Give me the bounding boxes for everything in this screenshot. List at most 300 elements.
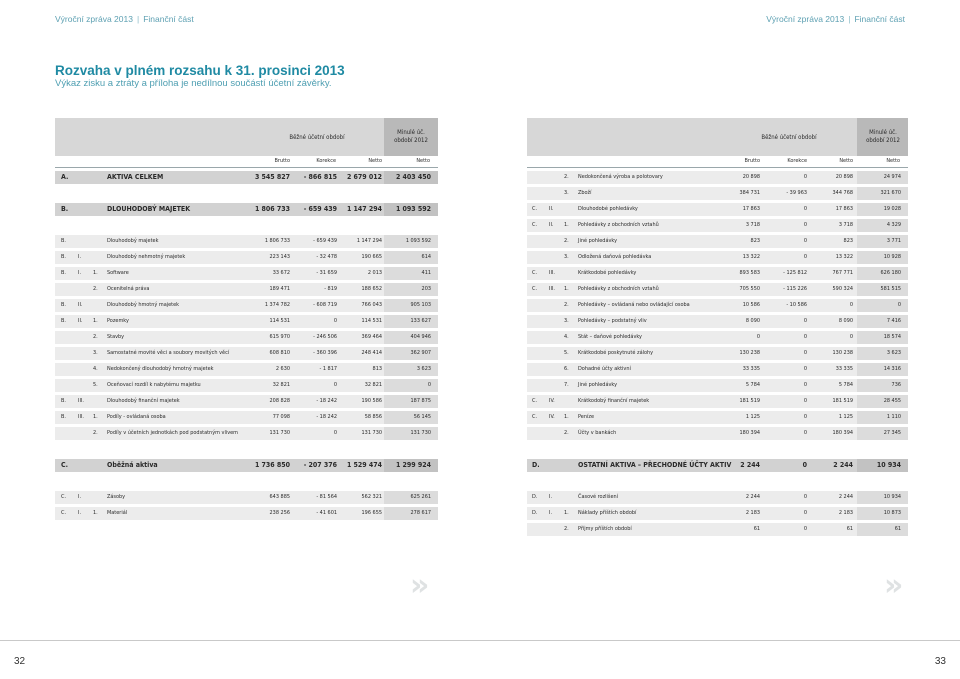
value-korekce: 0 [803, 238, 807, 244]
row-label: Jiné pohledávky [578, 238, 618, 244]
value-netto: 248 414 [361, 350, 382, 356]
row-code-number: 1. [93, 318, 98, 324]
value-brutto: 130 238 [739, 350, 760, 356]
value-netto: 590 324 [832, 286, 853, 292]
table-row [55, 267, 438, 280]
row-label: Odložená daňová pohledávka [578, 254, 652, 260]
table-row [527, 411, 908, 424]
value-korekce: 0 [803, 254, 807, 260]
value-korekce: 0 [803, 174, 807, 180]
row-code-letter: C. [532, 270, 538, 276]
row-code-letter: B. [61, 318, 66, 324]
value-korekce: 0 [803, 334, 807, 340]
value-netto: 2 244 [833, 461, 853, 469]
value-netto: 2 244 [838, 494, 853, 500]
value-brutto: 114 531 [269, 318, 290, 324]
page-number-left: 32 [14, 656, 26, 667]
row-code-letter: D. [532, 494, 538, 500]
row-code-number: 2. [564, 430, 569, 436]
value-netto-prev: 362 907 [410, 350, 431, 356]
value-netto: 766 043 [361, 302, 382, 308]
value-netto-prev: 10 934 [876, 461, 901, 469]
value-netto-prev: 14 316 [883, 366, 901, 372]
value-brutto: 384 731 [739, 190, 760, 196]
row-code-number: 4. [564, 334, 569, 340]
row-label: Pohledávky – podstatný vliv [578, 318, 647, 324]
value-brutto: 608 810 [269, 350, 290, 356]
value-netto-prev: 24 974 [883, 174, 901, 180]
value-netto-prev: 278 617 [410, 510, 431, 516]
value-netto-prev: 626 180 [880, 270, 901, 276]
value-netto-prev: 10 934 [883, 494, 901, 500]
value-netto-prev: 19 028 [883, 206, 901, 212]
value-netto: 1 125 [838, 414, 853, 420]
row-code-letter: C. [61, 510, 67, 516]
value-korekce: - 31 659 [316, 270, 337, 276]
row-code-roman: III. [78, 414, 84, 420]
value-brutto: 238 256 [269, 510, 290, 516]
row-code-number: 7. [564, 382, 569, 388]
value-netto-prev: 1 093 592 [405, 238, 431, 244]
value-korekce: - 10 586 [786, 302, 807, 308]
row-label: Krátkodobé pohledávky [578, 270, 637, 276]
value-korekce: - 32 478 [316, 254, 337, 260]
value-netto-prev: 0 [897, 302, 901, 308]
row-code-letter: B. [61, 398, 66, 404]
row-code-number: 4. [93, 366, 98, 372]
row-code-number: 3. [564, 254, 569, 260]
value-korekce: 0 [333, 430, 337, 436]
value-netto-prev: 2 403 450 [395, 173, 431, 181]
table-row [55, 427, 438, 440]
value-netto: 344 768 [832, 190, 853, 196]
value-netto: 13 322 [835, 254, 853, 260]
row-code-letter: C. [532, 286, 538, 292]
value-brutto: 1 374 782 [264, 302, 290, 308]
value-netto-prev: 7 416 [886, 318, 901, 324]
value-netto-prev: 3 623 [416, 366, 431, 372]
value-brutto: 180 394 [739, 430, 760, 436]
table-row [55, 363, 438, 376]
row-label: Dlouhodobý finanční majetek [107, 398, 180, 404]
value-netto: 0 [849, 334, 853, 340]
value-netto: 3 718 [838, 222, 853, 228]
row-code-number: 5. [564, 350, 569, 356]
value-brutto: 10 586 [742, 302, 760, 308]
page-subtitle: Výkaz zisku a ztráty a příloha je nedílnou součástí účetní závěrky. [55, 78, 332, 89]
row-label: Dlouhodobé pohledávky [578, 206, 638, 212]
row-label: Stát – daňové pohledávky [578, 334, 642, 340]
table-row [55, 507, 438, 520]
row-code-roman: II. [549, 222, 554, 228]
value-korekce: 0 [803, 398, 807, 404]
value-brutto: 893 583 [739, 270, 760, 276]
row-label: Peníze [578, 414, 594, 420]
row-code-letter: B. [61, 414, 66, 420]
running-head-right-report: Výroční zpráva 2013 [766, 14, 845, 24]
value-netto: 180 394 [832, 430, 853, 436]
row-code-roman: II. [549, 206, 554, 212]
value-netto-prev: 10 873 [883, 510, 901, 516]
table-row [55, 331, 438, 344]
value-brutto: 1 806 733 [264, 238, 290, 244]
row-code-roman: III. [549, 286, 555, 292]
table-row [55, 459, 438, 472]
value-brutto: 2 630 [275, 366, 290, 372]
row-code-number: 1. [564, 222, 569, 228]
row-code-number: 1. [564, 286, 569, 292]
value-brutto: 2 183 [745, 510, 760, 516]
value-brutto: 181 519 [739, 398, 760, 404]
value-netto: 114 531 [361, 318, 382, 324]
left-header-rule [55, 167, 438, 168]
value-netto: 190 665 [361, 254, 382, 260]
value-netto: 130 238 [832, 350, 853, 356]
value-netto: 2 013 [367, 270, 382, 276]
value-korekce: 0 [333, 318, 337, 324]
table-row [55, 235, 438, 248]
value-korekce: - 41 601 [316, 510, 337, 516]
row-code-number: 1. [564, 510, 569, 516]
table-row [527, 379, 908, 392]
row-label: Nedokončená výroba a polotovary [578, 174, 663, 180]
row-code-letter: B. [61, 254, 66, 260]
row-code-letter: B. [61, 205, 69, 213]
table-row [55, 491, 438, 504]
table-row [527, 523, 908, 536]
left-header-previous: Minulé úč. období 2012 [394, 129, 428, 144]
value-brutto: 1 125 [745, 414, 760, 420]
value-netto: 131 730 [361, 430, 382, 436]
table-row [55, 315, 438, 328]
row-code-letter: A. [61, 173, 69, 181]
row-label: Software [107, 270, 129, 276]
row-code-roman: I. [549, 494, 553, 500]
value-korekce: - 246 506 [313, 334, 337, 340]
value-korekce: - 360 396 [313, 350, 337, 356]
value-netto: 61 [846, 526, 853, 532]
value-brutto: 77 098 [272, 414, 290, 420]
value-netto: 196 655 [361, 510, 382, 516]
table-row [527, 283, 908, 296]
value-brutto: 189 471 [269, 286, 290, 292]
row-label: Samostatné movité věci a soubory movitých věcí [107, 350, 230, 356]
row-label: Stavby [107, 334, 125, 340]
row-label: Pozemky [107, 318, 129, 324]
value-netto-prev: 1 110 [886, 414, 901, 420]
row-code-roman: I. [549, 510, 553, 516]
row-code-letter: C. [532, 222, 538, 228]
row-code-number: 1. [93, 414, 98, 420]
row-code-letter: B. [61, 270, 66, 276]
running-head-left: Výroční zpráva 2013 | Finanční část [55, 14, 194, 24]
row-code-number: 2. [564, 174, 569, 180]
value-korekce: 0 [803, 222, 807, 228]
value-brutto: 32 821 [272, 382, 290, 388]
value-korekce: 0 [333, 382, 337, 388]
value-netto: 58 856 [364, 414, 382, 420]
row-code-number: 3. [564, 318, 569, 324]
row-code-number: 1. [93, 270, 98, 276]
right-col-brutto: Brutto [744, 158, 760, 164]
value-korekce: 0 [803, 510, 807, 516]
value-netto: 1 147 294 [346, 205, 382, 213]
value-netto-prev: 411 [421, 270, 431, 276]
row-code-number: 1. [93, 510, 98, 516]
value-netto-prev: 625 261 [410, 494, 431, 500]
value-korekce: 0 [803, 350, 807, 356]
row-code-roman: II. [78, 302, 83, 308]
row-code-letter: C. [532, 414, 538, 420]
table-row [527, 395, 908, 408]
value-netto: 188 652 [361, 286, 382, 292]
value-brutto: 705 550 [739, 286, 760, 292]
value-korekce: 0 [803, 366, 807, 372]
running-head-right: Výroční zpráva 2013 | Finanční část [766, 14, 905, 24]
row-code-number: 5. [93, 382, 98, 388]
table-row [527, 427, 908, 440]
table-row [527, 331, 908, 344]
table-row [55, 395, 438, 408]
row-code-roman: I. [78, 510, 82, 516]
value-korekce: - 81 564 [316, 494, 337, 500]
table-row [527, 491, 908, 504]
value-netto: 1 529 474 [346, 461, 382, 469]
value-korekce: 0 [802, 461, 807, 469]
row-code-letter: C. [532, 398, 538, 404]
value-korekce: 0 [803, 382, 807, 388]
value-brutto: 823 [750, 238, 760, 244]
table-row [527, 315, 908, 328]
table-row [55, 299, 438, 312]
row-label: Příjmy příštích období [578, 526, 632, 532]
row-code-letter: C. [532, 206, 538, 212]
left-col-korekce: Korekce [316, 158, 336, 164]
table-row [527, 251, 908, 264]
row-code-roman: II. [78, 318, 83, 324]
table-row [527, 203, 908, 216]
value-netto-prev: 404 946 [410, 334, 431, 340]
row-label: Zboží [578, 190, 592, 196]
running-head-left-section: Finanční část [143, 14, 194, 24]
row-code-number: 2. [564, 238, 569, 244]
table-row [55, 379, 438, 392]
row-label: Dohadné účty aktivní [578, 366, 631, 372]
value-netto: 5 784 [838, 382, 853, 388]
value-korekce: 0 [803, 494, 807, 500]
row-code-number: 2. [93, 286, 98, 292]
row-code-letter: B. [61, 302, 66, 308]
row-code-roman: IV. [549, 398, 555, 404]
row-code-letter: D. [532, 510, 538, 516]
value-korekce: - 866 815 [303, 173, 337, 181]
row-label: Podíly - ovládaná osoba [107, 414, 166, 420]
value-brutto: 13 322 [742, 254, 760, 260]
value-netto-prev: 133 627 [410, 318, 431, 324]
footer-rule [0, 640, 960, 641]
left-col-brutto: Brutto [274, 158, 290, 164]
row-code-number: 6. [564, 366, 569, 372]
value-korekce: - 125 812 [783, 270, 807, 276]
value-korekce: - 18 242 [316, 414, 337, 420]
row-label: Pohledávky – ovládaná nebo ovládající osoba [578, 302, 690, 308]
value-netto-prev: 131 730 [410, 430, 431, 436]
row-code-roman: I. [78, 494, 82, 500]
table-row [55, 283, 438, 296]
value-netto-prev: 4 329 [886, 222, 901, 228]
value-netto: 2 679 012 [346, 173, 382, 181]
row-label: Oceňovací rozdíl k nabytému majetku [107, 382, 201, 388]
row-label: Krátkodobé poskytnuté zálohy [578, 350, 654, 356]
row-label: Účty v bankách [578, 430, 617, 436]
value-brutto: 131 730 [269, 430, 290, 436]
value-netto: 33 335 [835, 366, 853, 372]
page-title: Rozvaha v plném rozsahu k 31. prosinci 2013 [55, 63, 345, 78]
value-brutto: 33 672 [272, 270, 290, 276]
row-code-number: 2. [93, 334, 98, 340]
value-netto: 181 519 [832, 398, 853, 404]
value-netto: 369 464 [361, 334, 382, 340]
row-label: Dlouhodobý nehmotný majetek [107, 254, 186, 260]
value-brutto: 61 [753, 526, 760, 532]
value-brutto: 2 244 [740, 461, 760, 469]
row-label: DLOUHODOBÝ MAJETEK [107, 205, 191, 213]
value-korekce: - 819 [324, 286, 337, 292]
table-row [527, 267, 908, 280]
value-netto-prev: 56 145 [413, 414, 431, 420]
left-col-netto: Netto [368, 158, 382, 164]
row-code-number: 3. [93, 350, 98, 356]
value-brutto: 8 090 [745, 318, 760, 324]
value-netto: 562 321 [361, 494, 382, 500]
value-netto-prev: 18 574 [883, 334, 901, 340]
value-korekce: - 659 439 [313, 238, 337, 244]
value-netto: 20 898 [835, 174, 853, 180]
table-row [527, 459, 908, 472]
left-header-current: Běžné účetní období [289, 134, 345, 141]
value-korekce: - 207 376 [303, 461, 337, 469]
value-korekce: - 39 963 [786, 190, 807, 196]
value-netto-prev: 736 [891, 382, 901, 388]
table-row [527, 235, 908, 248]
value-brutto: 2 244 [745, 494, 760, 500]
right-col-netto: Netto [839, 158, 853, 164]
right-header-previous: Minulé úč. období 2012 [866, 129, 900, 144]
value-netto: 0 [849, 302, 853, 308]
row-label: OSTATNÍ AKTIVA – PŘECHODNÉ ÚČTY AKTIV [578, 461, 732, 469]
row-label: Krátkodobý finanční majetek [578, 398, 650, 404]
table-row [527, 507, 908, 520]
value-netto: 2 183 [838, 510, 853, 516]
value-brutto: 1 806 733 [254, 205, 290, 213]
value-korekce: - 659 439 [303, 205, 337, 213]
value-netto-prev: 1 093 592 [395, 205, 431, 213]
value-netto: 1 147 294 [356, 238, 382, 244]
row-label: Materiál [107, 510, 128, 516]
value-netto-prev: 3 623 [886, 350, 901, 356]
row-code-number: 1. [564, 414, 569, 420]
table-row [527, 219, 908, 232]
value-netto: 32 821 [364, 382, 382, 388]
right-header-current: Běžné účetní období [761, 134, 817, 141]
value-netto: 8 090 [838, 318, 853, 324]
value-netto-prev: 187 875 [410, 398, 431, 404]
value-netto: 17 863 [835, 206, 853, 212]
row-code-letter: D. [532, 461, 540, 469]
value-korekce: 0 [803, 414, 807, 420]
value-brutto: 208 828 [269, 398, 290, 404]
value-brutto: 17 863 [742, 206, 760, 212]
row-code-letter: B. [61, 238, 66, 244]
value-netto-prev: 614 [421, 254, 431, 260]
value-korekce: 0 [803, 206, 807, 212]
row-label: Zásoby [107, 494, 126, 500]
table-row [55, 203, 438, 216]
row-label: Časové rozlišení [578, 494, 619, 500]
value-korekce: 0 [803, 318, 807, 324]
value-netto-prev: 321 670 [880, 190, 901, 196]
table-row [527, 171, 908, 184]
value-brutto: 0 [756, 334, 760, 340]
row-label: Nedokončený dlouhodobý hmotný majetek [107, 366, 214, 372]
row-code-roman: III. [549, 270, 555, 276]
row-label: Náklady příštích období [578, 510, 637, 516]
page-number-right: 33 [934, 656, 946, 667]
row-label: Dlouhodobý majetek [107, 238, 159, 244]
right-col-netto-prev: Netto [886, 158, 900, 164]
chevron-decoration-left: » [410, 568, 424, 603]
row-code-number: 2. [564, 526, 569, 532]
table-row [55, 411, 438, 424]
table-row [527, 299, 908, 312]
row-label: Jiné pohledávky [578, 382, 618, 388]
value-netto-prev: 10 928 [883, 254, 901, 260]
value-brutto: 615 970 [269, 334, 290, 340]
right-col-korekce: Korekce [787, 158, 807, 164]
value-brutto: 643 885 [269, 494, 290, 500]
value-netto-prev: 0 [427, 382, 431, 388]
table-row [527, 347, 908, 360]
row-code-roman: I. [78, 270, 82, 276]
row-label: Pohledávky z obchodních vztahů [578, 286, 659, 292]
value-netto: 823 [843, 238, 853, 244]
table-row [55, 171, 438, 184]
row-code-roman: I. [78, 254, 82, 260]
row-code-number: 2. [93, 430, 98, 436]
value-brutto: 1 736 850 [254, 461, 290, 469]
value-netto-prev: 3 771 [886, 238, 901, 244]
table-row [55, 251, 438, 264]
row-label: AKTIVA CELKEM [107, 173, 164, 181]
left-col-netto-prev: Netto [416, 158, 430, 164]
chevron-decoration-right: » [884, 568, 898, 603]
row-label: Pohledávky z obchodních vztahů [578, 222, 659, 228]
row-label: Ocenitelná práva [107, 286, 150, 292]
value-netto: 190 586 [361, 398, 382, 404]
table-row [55, 347, 438, 360]
value-korekce: 0 [803, 430, 807, 436]
table-row [527, 187, 908, 200]
value-netto-prev: 28 455 [883, 398, 901, 404]
value-netto: 767 771 [832, 270, 853, 276]
row-code-roman: III. [78, 398, 84, 404]
row-code-roman: IV. [549, 414, 555, 420]
row-label: Dlouhodobý hmotný majetek [107, 302, 180, 308]
value-brutto: 3 718 [745, 222, 760, 228]
value-netto-prev: 61 [894, 526, 901, 532]
row-code-number: 2. [564, 302, 569, 308]
value-brutto: 223 143 [269, 254, 290, 260]
